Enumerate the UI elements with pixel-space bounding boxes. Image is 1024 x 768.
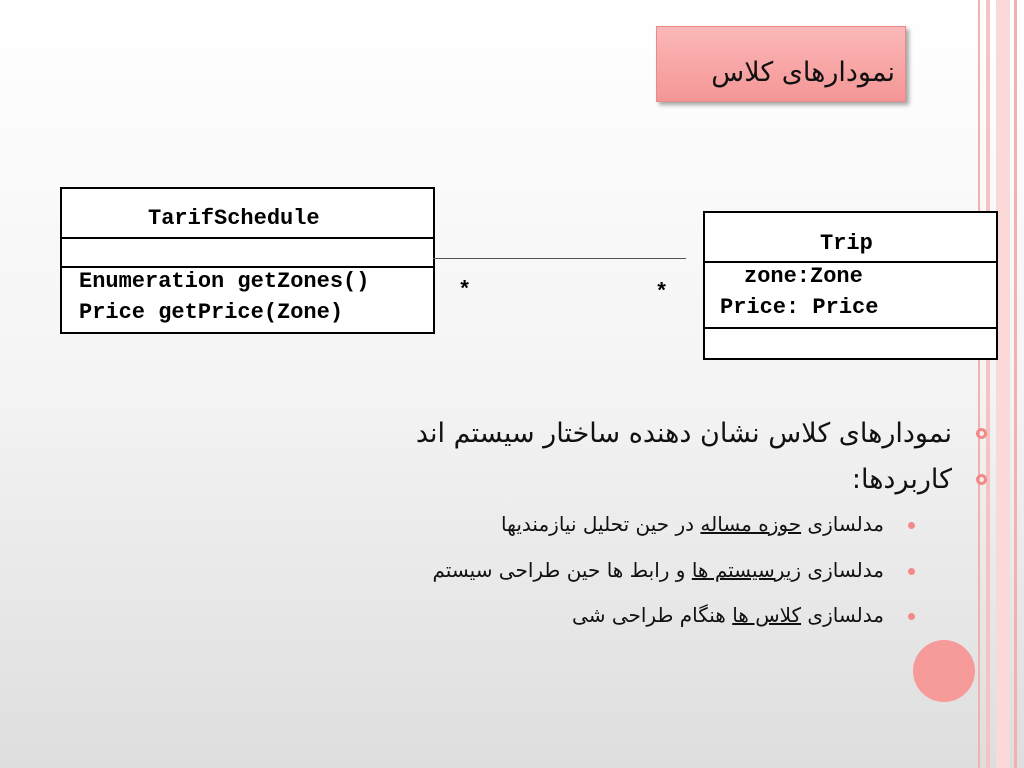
- sub-bullet-text: مدلسازی: [801, 558, 884, 582]
- sub-bullet-underlined: زیرسیستم ها: [691, 558, 802, 582]
- sub-bullet-underlined: حوزه مساله: [700, 512, 802, 536]
- dot-bullet-icon: [908, 522, 915, 529]
- edge-stripe: [996, 0, 1010, 768]
- sub-bullet-text: هنگام طراحی شی: [572, 603, 733, 627]
- multiplicity-left: *: [458, 278, 472, 303]
- sub-bullet-underlined: کلاس ها: [732, 603, 802, 627]
- bullet-text: کاربردها:: [851, 464, 952, 495]
- class-name: TarifSchedule: [148, 206, 320, 231]
- bullet-item: [852, 464, 952, 495]
- sub-bullet-text: در حین تحلیل نیازمندیها: [501, 512, 701, 536]
- attributes-compartment: [60, 237, 435, 268]
- attribute: zone:Zone: [744, 264, 863, 289]
- association-line: [433, 258, 686, 259]
- edge-stripe: [1014, 0, 1017, 768]
- operation: Enumeration getZones(): [79, 269, 370, 294]
- sub-bullet-item: [501, 512, 884, 536]
- edge-stripe: [978, 0, 980, 768]
- sub-bullet-text: مدلسازی: [801, 603, 884, 627]
- bullet-item: [416, 418, 952, 449]
- decorative-circle: [913, 640, 975, 702]
- operations-compartment: [703, 327, 998, 360]
- dot-bullet-icon: [908, 568, 915, 575]
- sub-bullet-item: [432, 558, 884, 582]
- dot-bullet-icon: [908, 613, 915, 620]
- multiplicity-right: *: [655, 280, 669, 305]
- sub-bullet-text: و رابط ها حین طراحی سیستم: [432, 558, 692, 582]
- ring-bullet-icon: [976, 428, 987, 439]
- ring-bullet-icon: [976, 474, 987, 485]
- operation: Price getPrice(Zone): [79, 300, 344, 325]
- attribute: Price: Price: [720, 295, 879, 320]
- sub-bullet-text: مدلسازی: [801, 512, 884, 536]
- bullet-text: نمودارهای کلاس نشان دهنده ساختار سیستم اند: [415, 418, 952, 449]
- slide-title-box: [656, 26, 906, 102]
- edge-stripe: [986, 0, 990, 768]
- slide-title: نمودارهای کلاس: [711, 57, 895, 88]
- sub-bullet-item: [572, 603, 884, 627]
- class-name: Trip: [820, 231, 873, 256]
